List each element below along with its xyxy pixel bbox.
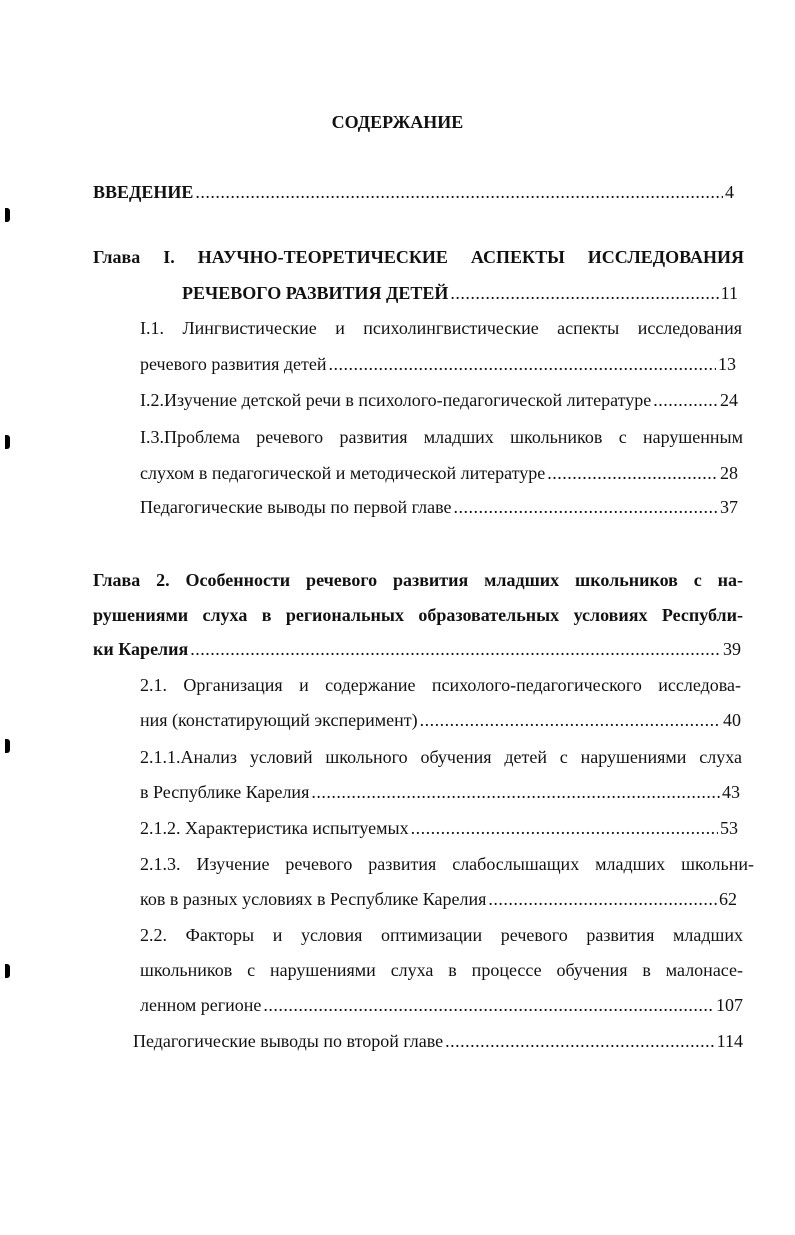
toc-entry-label: речевого развития детей (140, 354, 327, 374)
leader-dots (263, 994, 714, 1016)
chapter-1-title[interactable]: Глава I. НАУЧНО-ТЕОРЕТИЧЕСКИЕ АСПЕКТЫ ИССЛЕДОВАНИЯ (93, 247, 744, 267)
leader-dots (450, 282, 718, 304)
toc-entry-chapter-2-conclusion[interactable] (133, 1030, 743, 1052)
toc-entry-2-2[interactable] (140, 994, 743, 1016)
toc-entry-2-1[interactable] (140, 709, 741, 731)
toc-page-number: 114 (716, 1031, 743, 1051)
toc-page-number: 4 (725, 182, 734, 202)
toc-page-number: 62 (719, 889, 737, 909)
toc-entry-label: ков в разных условиях в Республике Карелия (140, 889, 487, 909)
toc-entry-label: Педагогические выводы по второй главе (133, 1031, 444, 1051)
toc-entry-label: 2.1.2. Характеристика испытуемых (140, 818, 409, 838)
toc-page-number: 43 (722, 782, 740, 802)
toc-entry-1-1[interactable] (140, 353, 736, 375)
leader-dots (195, 181, 723, 203)
toc-entry-label: ленном регионе (140, 995, 262, 1015)
toc-entry-label: Педагогические выводы по первой главе (140, 497, 452, 517)
toc-entry-2-1-3[interactable] (140, 888, 737, 910)
leader-dots (453, 496, 718, 518)
toc-entry-1-1-line1[interactable]: I.1. Лингвистические и психолингвистические аспекты исследования (140, 318, 742, 338)
toc-entry-label: ния (констатирующий эксперимент) (140, 710, 418, 730)
toc-page-number: 39 (723, 639, 741, 659)
leader-dots (653, 389, 718, 411)
toc-page-number: 13 (718, 354, 736, 374)
toc-entry-label: ВВЕДЕНИЕ (93, 182, 194, 202)
leader-dots (329, 353, 716, 375)
toc-page-number: 40 (723, 710, 741, 730)
toc-entry-label: I.2.Изучение детской речи в психолого-педагогической литературе (140, 390, 652, 410)
toc-entry-1-3[interactable] (140, 462, 738, 484)
toc-entry-1-2[interactable] (140, 389, 738, 411)
scan-mark (5, 739, 10, 753)
leader-dots (190, 638, 721, 660)
leader-dots (488, 888, 717, 910)
toc-entry-2-2-line1[interactable]: 2.2. Факторы и условия оптимизации речевого развития младших (140, 925, 743, 945)
scan-mark (5, 435, 10, 449)
toc-page-number: 28 (720, 463, 738, 483)
toc-entry-label: РЕЧЕВОГО РАЗВИТИЯ ДЕТЕЙ (182, 283, 449, 303)
chapter-2-title-line2[interactable]: рушениями слуха в региональных образовательных условиях Республи- (93, 605, 743, 625)
toc-entry-chapter-2[interactable] (93, 638, 741, 660)
chapter-2-title-line1[interactable]: Глава 2. Особенности речевого развития младших школьников с на- (93, 570, 743, 590)
toc-entry-2-1-2[interactable] (140, 817, 738, 839)
toc-page-number: 107 (716, 995, 743, 1015)
toc-entry-2-2-line2[interactable]: школьников с нарушениями слуха в процессе обучения в малонасе- (140, 960, 743, 980)
page-title: СОДЕРЖАНИЕ (331, 112, 464, 132)
leader-dots (445, 1030, 714, 1052)
leader-dots (311, 781, 720, 803)
toc-entry-introduction[interactable] (93, 181, 734, 203)
toc-page-number: 24 (720, 390, 738, 410)
toc-page-number: 53 (720, 818, 738, 838)
toc-entry-chapter-1[interactable] (182, 282, 738, 304)
toc-entry-label: в Республике Карелия (140, 782, 310, 802)
toc-page-number: 11 (720, 283, 738, 303)
leader-dots (411, 817, 718, 839)
toc-entry-2-1-1[interactable] (140, 781, 740, 803)
leader-dots (420, 709, 721, 731)
toc-entry-1-3-line1[interactable]: I.3.Проблема речевого развития младших школьников с нарушенным (140, 427, 743, 447)
toc-entry-2-1-1-line1[interactable]: 2.1.1.Анализ условий школьного обучения детей с нарушениями слуха (140, 747, 742, 767)
toc-page-number: 37 (720, 497, 738, 517)
toc-entry-label: ки Карелия (93, 639, 189, 659)
scan-mark (5, 208, 10, 222)
toc-entry-2-1-line1[interactable]: 2.1. Организация и содержание психолого-педагогического исследова- (140, 675, 741, 695)
toc-entry-chapter-1-conclusion[interactable] (140, 496, 738, 518)
scan-mark (5, 964, 10, 978)
leader-dots (547, 462, 718, 484)
toc-entry-2-1-3-line1[interactable]: 2.1.3. Изучение речевого развития слабослышащих младших школьни- (140, 854, 754, 874)
toc-entry-label: слухом в педагогической и методической литературе (140, 463, 546, 483)
